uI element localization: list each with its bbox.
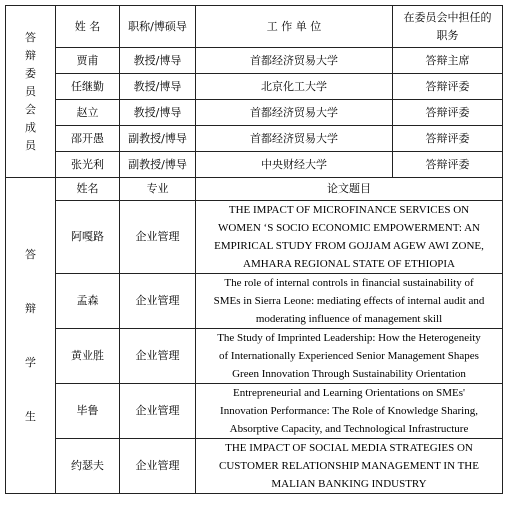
table-row xyxy=(6,126,503,152)
committee-header-row xyxy=(6,6,503,48)
header-major: 专业 xyxy=(120,178,196,201)
member-role: 答辩评委 xyxy=(393,74,503,100)
header-thesis: 论文题目 xyxy=(196,178,503,201)
student-name: 黄业胜 xyxy=(56,329,120,384)
header-unit: 工 作 单 位 xyxy=(196,6,393,48)
thesis-title: The role of internal controls in financial sustainability of SMEs in Sierra Leone: mediating effects of internal audit and moderating influence of management skill xyxy=(196,274,503,329)
member-name: 张光利 xyxy=(56,152,120,178)
member-unit: 首都经济贸易大学 xyxy=(196,100,393,126)
member-role: 答辩评委 xyxy=(393,126,503,152)
header-student-name: 姓名 xyxy=(56,178,120,201)
member-role: 答辩主席 xyxy=(393,48,503,74)
table-row xyxy=(6,439,503,494)
thesis-title: Entrepreneurial and Learning Orientations on SMEs' Innovation Performance: The Role of Knowledge Sharing, Absorptive Capacity, and Technological Infrastructure xyxy=(196,384,503,439)
student-name: 约瑟夫 xyxy=(56,439,120,494)
student-major: 企业管理 xyxy=(120,274,196,329)
defense-committee-table xyxy=(5,5,503,494)
member-title: 教授/博导 xyxy=(120,48,196,74)
student-name: 毕鲁 xyxy=(56,384,120,439)
member-title: 教授/博导 xyxy=(120,74,196,100)
table-row xyxy=(6,274,503,329)
member-title: 副教授/博导 xyxy=(120,152,196,178)
thesis-title: THE IMPACT OF SOCIAL MEDIA STRATEGIES ON CUSTOMER RELATIONSHIP MANAGEMENT IN THE MALIAN BANKING INDUSTRY xyxy=(196,439,503,494)
member-name: 赵立 xyxy=(56,100,120,126)
header-title: 职称/博硕导 xyxy=(120,6,196,48)
table-row xyxy=(6,384,503,439)
table-row xyxy=(6,201,503,274)
thesis-title: The Study of Imprinted Leadership: How the Heterogeneity of Internationally Experienced Senior Management Shapes Green Innovation Through Sustainability Orientation xyxy=(196,329,503,384)
table-row xyxy=(6,48,503,74)
committee-section-label: 答 辩 委 员 会 成 员 xyxy=(6,6,56,178)
member-unit: 北京化工大学 xyxy=(196,74,393,100)
member-unit: 中央财经大学 xyxy=(196,152,393,178)
student-major: 企业管理 xyxy=(120,384,196,439)
student-major: 企业管理 xyxy=(120,329,196,384)
member-unit: 首都经济贸易大学 xyxy=(196,48,393,74)
member-role: 答辩评委 xyxy=(393,100,503,126)
member-title: 教授/博导 xyxy=(120,100,196,126)
table-row xyxy=(6,152,503,178)
table-row xyxy=(6,74,503,100)
student-name: 孟森 xyxy=(56,274,120,329)
student-major: 企业管理 xyxy=(120,439,196,494)
header-role: 在委员会中担任的 职务 xyxy=(393,6,503,48)
table-row xyxy=(6,329,503,384)
header-name: 姓 名 xyxy=(56,6,120,48)
member-name: 任继勤 xyxy=(56,74,120,100)
student-name: 阿嘎路 xyxy=(56,201,120,274)
member-name: 贾甫 xyxy=(56,48,120,74)
student-header-row xyxy=(6,178,503,201)
student-major: 企业管理 xyxy=(120,201,196,274)
table-row xyxy=(6,100,503,126)
student-section-label: 答 辩 学 生 xyxy=(6,178,56,494)
member-name: 邵开愚 xyxy=(56,126,120,152)
thesis-title: THE IMPACT OF MICROFINANCE SERVICES ON WOMEN ‘S SOCIO ECONOMIC EMPOWERMENT: AN EMPIRICAL STUDY FROM GOJJAM AGEW AWI ZONE, AMHARA REGIONAL STATE OF ETHIOPIA xyxy=(196,201,503,274)
member-title: 副教授/博导 xyxy=(120,126,196,152)
member-unit: 首都经济贸易大学 xyxy=(196,126,393,152)
member-role: 答辩评委 xyxy=(393,152,503,178)
